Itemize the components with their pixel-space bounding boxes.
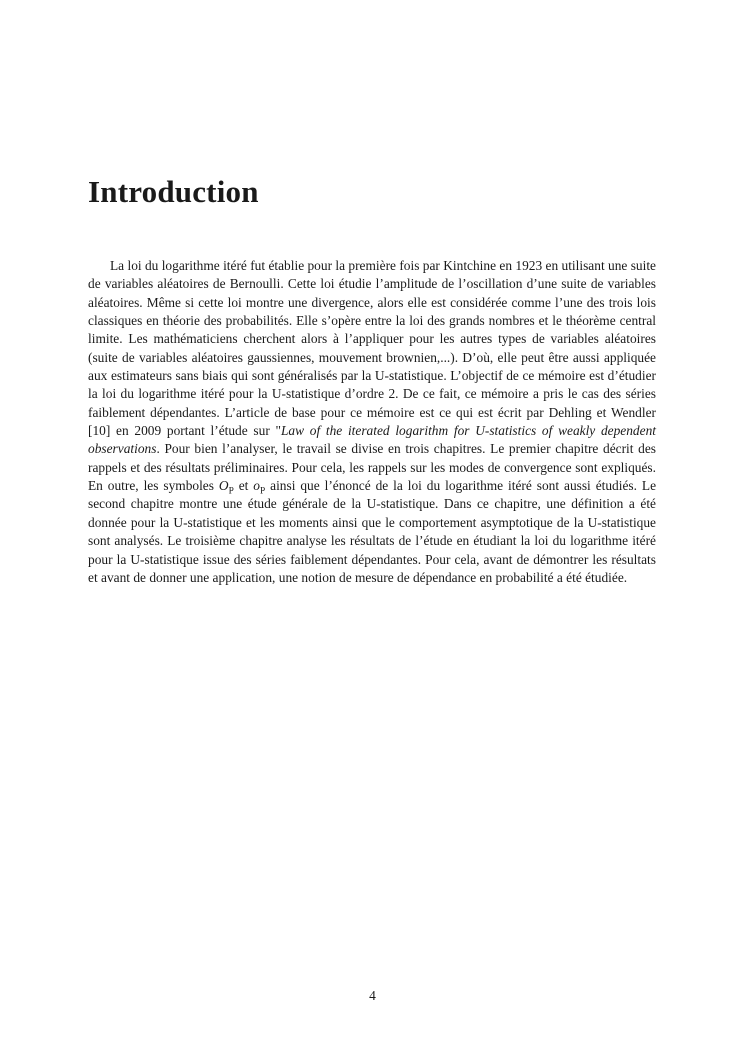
article-title: Law of the iterated logarithm for U-statistics of weakly dependent observations (88, 423, 656, 457)
symbol-big-o: O (218, 478, 229, 494)
symbol-small-o-p (253, 478, 266, 497)
chapter-title: Introduction (88, 174, 259, 209)
symbol-small-o: o (253, 478, 260, 494)
paragraph-text-part-1: La loi du logarithme itéré fut établie pour la première fois par Kintchine en 1923 en utilisant une suite de variables aléatoires de Bernoulli. Cette loi étudie l’amplitude de l’oscillation d’une suite de variables aléatoires. Même si cette loi montre une divergence, alors elle est considérée comme l’une des trois lois classiques en théorie des probabilités. Elle s’opère entre la loi des grands nombres et le théorème central limite. Les mathématiciens cherchent alors à l’appliquer pour les autres types de variables aléatoires (suite de variables aléatoires gaussiennes, mouvement brownien,...). D’où, elle peut être aussi appliquée aux estimateurs sans biais qui sont généralisés par la U-statistique. L’objectif de ce mémoire est d’étudier la loi du logarithme itéré pour la U-statistique d’ordre 2. De ce fait, ce mémoire a pris le cas des séries faiblement dépendantes. L’article de base pour ce mémoire est ce qui est écrit par Dehling et Wendler [10] en 2009 portant l’étude sur (88, 258, 656, 439)
symbol-subscript-p: P (228, 486, 234, 497)
paragraph-text-part-2: . Pour bien l’analyser, le travail se divise en trois chapitres. Le premier chapitre décrit des rappels et des résultats préliminaires. Pour cela, les rappels sur les modes de convergence sont expliqués. En outre, les symboles (88, 441, 656, 494)
symbol-big-o-p (218, 478, 234, 497)
paragraph-text-part-3: ainsi que l’énoncé de la loi du logarithme itéré sont aussi étudiés. Le second chapitre montre une étude générale de la U-statistique. Dans ce chapitre, une définition a été donnée pour la U-statistique et les moments ainsi que le comportement asymptotique de la U-statistique sont analysés. Le troisième chapitre analyse les résultats de l’étude en étudiant la loi du logarithme itéré pour la U-statistique issue des séries faiblement dépendantes. Pour cela, avant de démontrer les résultats et avant de donner une application, une notion de mesure de dépendance en probabilité a été étudiée. (88, 478, 657, 585)
conjunction-et: et (233, 478, 254, 494)
page-number: 4 (369, 988, 376, 1003)
introduction-paragraph (88, 257, 656, 587)
symbol-subscript-p: P (260, 486, 266, 497)
quote-mark: " (275, 423, 281, 439)
